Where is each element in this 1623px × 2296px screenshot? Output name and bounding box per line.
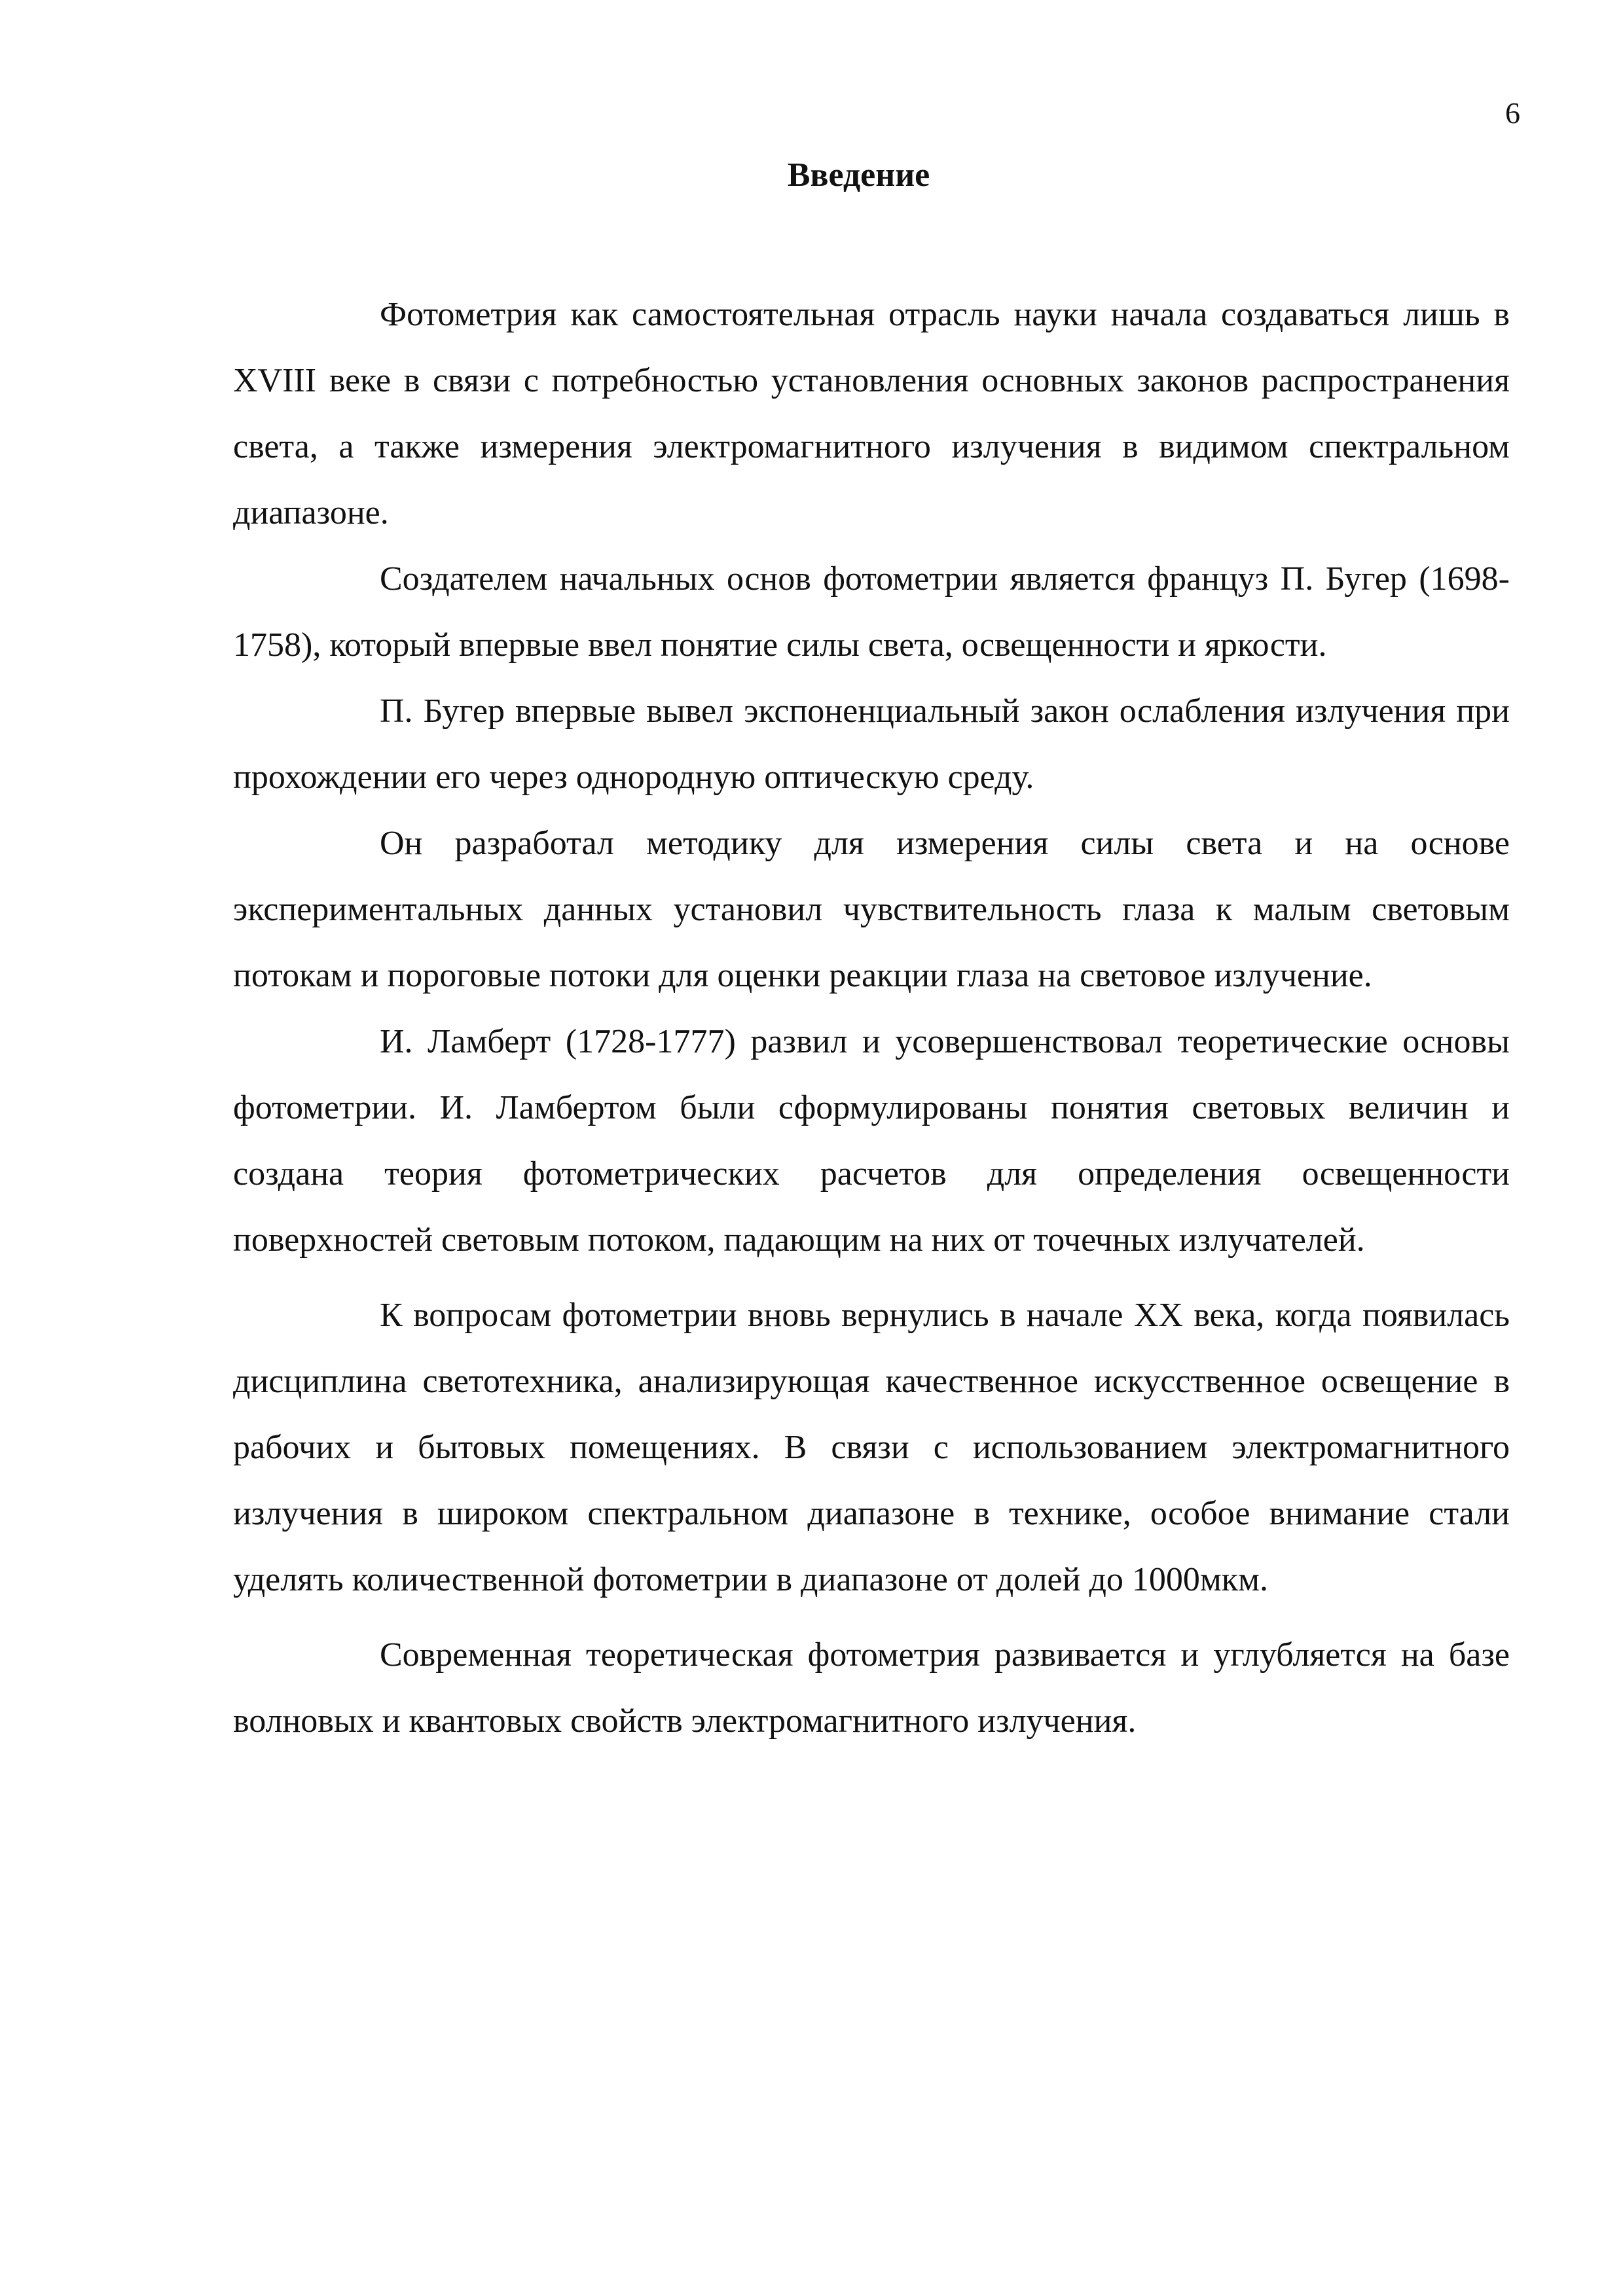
paragraph: К вопросам фотометрии вновь вернулись в начале XX века, когда появилась дисциплина светотехника, анализирующая качественное искусственное освещение в рабочих и бытовых помещениях. В связи с использованием электромагнитного излучения в широком спектральном диапазоне в технике, особое внимание стали уделять количественной фотометрии в диапазоне от долей до 1000мкм.	[233, 1297, 1510, 1598]
paragraph: Он разработал методику для измерения силы света и на основе экспериментальных данных установил чувствительность глаза к малым световым потокам и пороговые потоки для оценки реакции глаза на световое излучение.	[233, 825, 1510, 994]
paragraph: Создателем начальных основ фотометрии является француз П. Бугер (1698-1758), который впервые ввел понятие силы света, освещенности и яркости.	[233, 560, 1510, 664]
page-title: Введение	[787, 156, 930, 194]
body-text	[233, 281, 1510, 1754]
page-number: 6	[1505, 96, 1520, 130]
paragraph: Современная теоретическая фотометрия развивается и углубляется на базе волновых и квантовых свойств электромагнитного излучения.	[233, 1636, 1510, 1740]
paragraph: Фотометрия как самостоятельная отрасль науки начала создаваться лишь в XVIII веке в связи с потребностью установления основных законов распространения света, а также измерения электромагнитного излучения в видимом спектральном диапазоне.	[233, 296, 1510, 531]
paragraph: П. Бугер впервые вывел экспоненциальный закон ослабления излучения при прохождении его через однородную оптическую среду.	[233, 692, 1510, 796]
paragraph: И. Ламберт (1728-1777) развил и усовершенствовал теоретические основы фотометрии. И. Ламбертом были сформулированы понятия световых величин и создана теория фотометрических расчетов для определения освещенности поверхностей световым потоком, падающим на них от точечных излучателей.	[233, 1023, 1510, 1259]
